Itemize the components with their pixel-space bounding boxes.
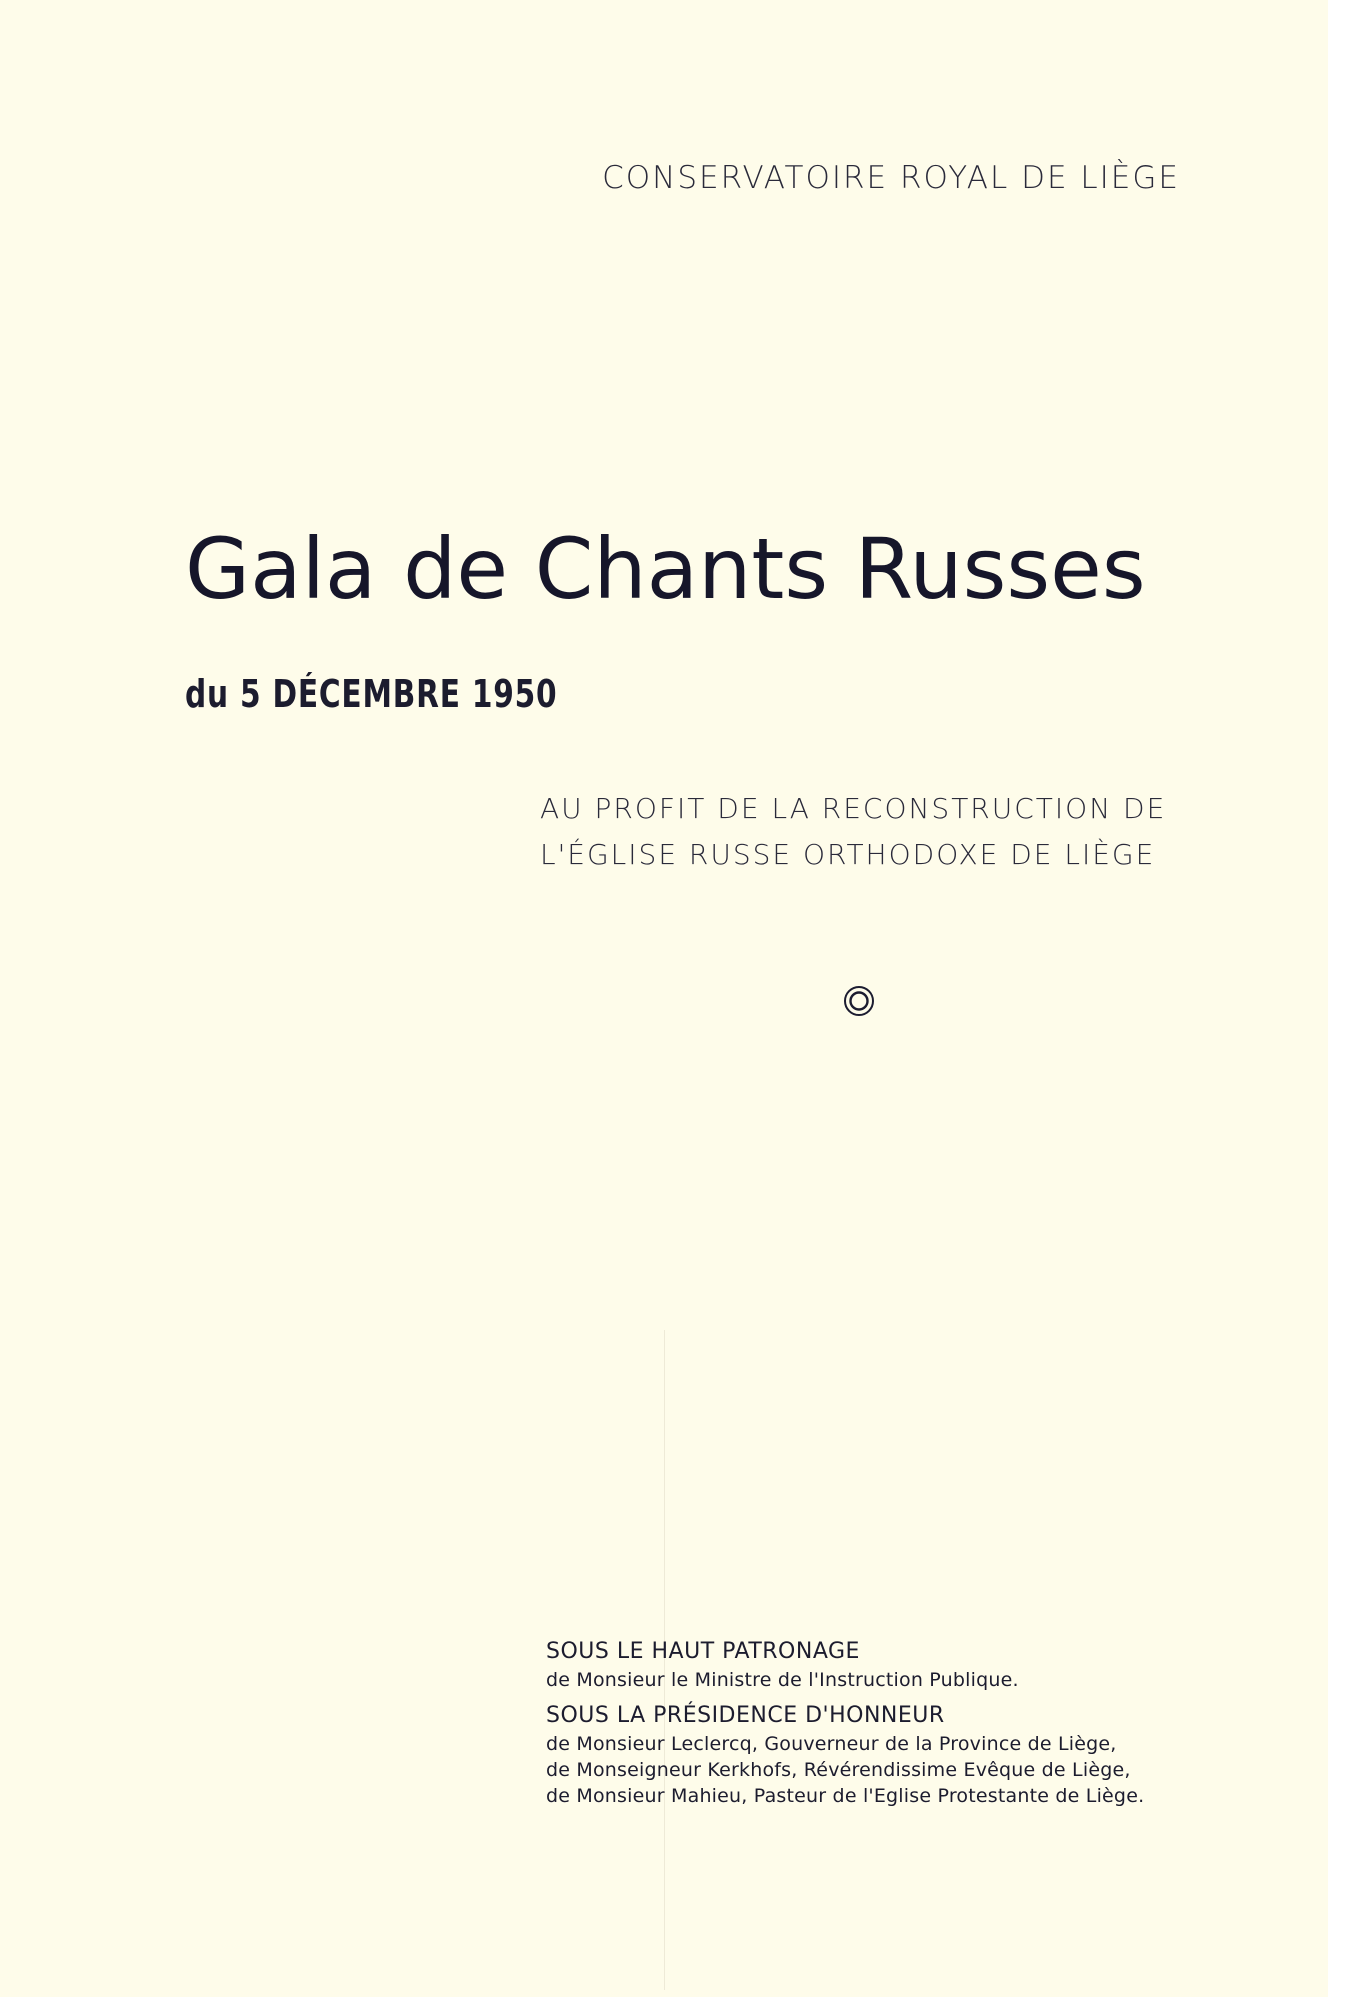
honorary-presidency-line-1: de Monsieur Leclercq, Gouverneur de la Province de Liège, <box>546 1733 1117 1755</box>
benefit-line-1: AU PROFIT DE LA RECONSTRUCTION DE <box>540 792 1167 825</box>
honorary-presidency-line-2: de Monseigneur Kerkhofs, Révérendissime Evêque de Liège, <box>546 1759 1131 1781</box>
patronage-block <box>546 1637 1206 1809</box>
benefit-statement <box>540 786 1180 878</box>
patronage-detail: de Monsieur le Ministre de l'Instruction Publique. <box>546 1669 1019 1691</box>
benefit-line-2: L'ÉGLISE RUSSE ORTHODOXE DE LIÈGE <box>540 838 1156 871</box>
honorary-presidency-line-3: de Monsieur Mahieu, Pasteur de l'Eglise Protestante de Liège. <box>546 1785 1145 1807</box>
institution-name: CONSERVATOIRE ROYAL DE LIÈGE <box>602 160 1180 196</box>
event-title: Gala de Chants Russes <box>185 520 1146 618</box>
honorary-presidency-heading: SOUS LA PRÉSIDENCE D'HONNEUR <box>546 1703 945 1728</box>
patronage-heading: SOUS LE HAUT PATRONAGE <box>546 1639 860 1664</box>
event-date: du 5 DÉCEMBRE 1950 <box>185 672 558 716</box>
concentric-circle-ornament-icon <box>843 985 875 1017</box>
